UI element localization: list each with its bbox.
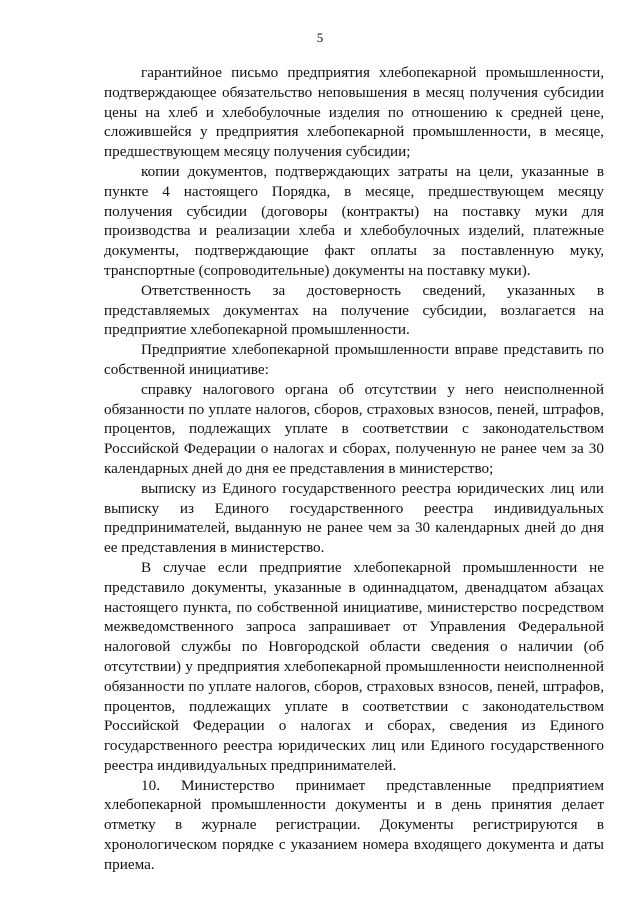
- paragraph-own-initiative: Предприятие хлебопекарной промышленности вправе представить по собственной инициативе:: [104, 341, 604, 378]
- paragraph-tax-certificate: справку налогового органа об отсутствии у него неисполненной обязанности по уплате налогов, сборов, страховых взносов, пеней, штрафов, процентов, подлежащих уплате в соответствии с законодательством Российской Федерации о налогах и сборах, полученную не ранее чем за 30 календарных дней до дня ее представления в министерство;: [104, 380, 604, 477]
- paragraph-responsibility: Ответственность за достоверность сведений, указанных в представляемых документах на получение субсидии, возлагается на предприятие хлебопекарной промышленности.: [104, 281, 604, 339]
- document-body: [104, 63, 604, 875]
- paragraph-interagency-request: В случае если предприятие хлебопекарной промышленности не представило документы, указанные в одиннадцатом, двенадцатом абзацах настоящего пункта, по собственной инициативе, министерство посредством межведомственного запроса запрашивает от Управления Федеральной налоговой службы по Новгородской области сведения о наличии (об отсутствии) у предприятия хлебопекарной промышленности неисполненной обязанности по уплате налогов, сборов, страховых взносов, пеней, штрафов, процентов, подлежащих уплате в соответствии с законодательством Российской Федерации о налогах и сборах, сведения из Единого государственного реестра юридических лиц или Единого государственного реестра индивидуальных предпринимателей.: [104, 558, 604, 774]
- page-number: 5: [316, 30, 324, 45]
- paragraph-registry-extract: выписку из Единого государственного реестра юридических лиц или выписку из Единого государственного реестра индивидуальных предпринимателей, выданную не ранее чем за 30 календарных дней до дня ее представления в министерство.: [104, 479, 604, 557]
- paragraph-item-10: 10. Министерство принимает представленные предприятием хлебопекарной промышленности документы и в день принятия делает отметку в журнале регистрации. Документы регистрируются в хронологическом порядке с указанием номера входящего документа и даты приема.: [104, 776, 604, 873]
- paragraph-cost-documents: копии документов, подтверждающих затраты на цели, указанные в пункте 4 настоящего Порядка, в месяце, предшествующем месяцу получения субсидии (договоры (контракты) на поставку муки для производства и реализации хлеба и хлебобулочных изделий, платежные документы, подтверждающие факт оплаты за поставленную муку, транспортные (сопроводительные) документы на поставку муки).: [104, 162, 604, 279]
- paragraph-guarantee-letter: гарантийное письмо предприятия хлебопекарной промышленности, подтверждающее обязательство неповышения в месяц получения субсидии цены на хлеб и хлебобулочные изделия по отношению к средней цене, сложившейся у предприятия хлебопекарной промышленности, в месяце, предшествующем месяцу получения субсидии;: [104, 64, 604, 161]
